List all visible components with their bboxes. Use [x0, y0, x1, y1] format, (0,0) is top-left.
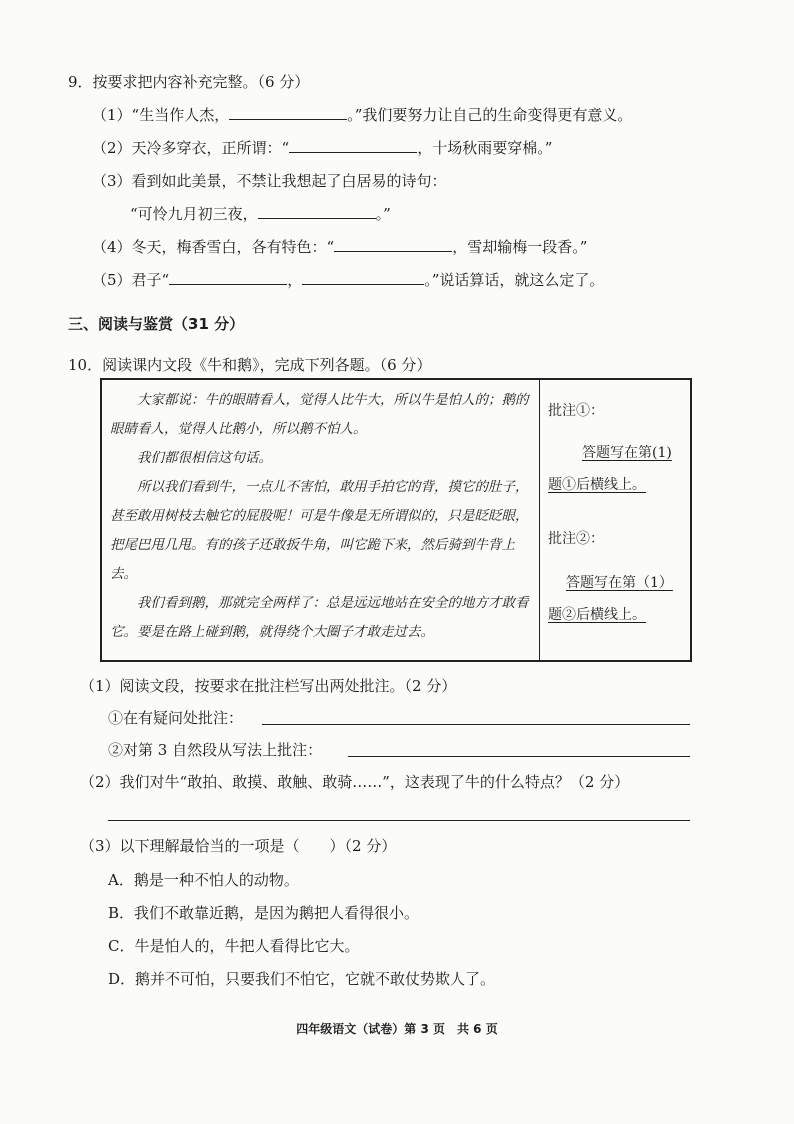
q9-item3-quote-suffix: 。”	[375, 205, 391, 223]
q9-item5-suffix: 。”说话算话，就这么定了。	[424, 271, 605, 289]
q9-item4	[92, 237, 587, 257]
option-d[interactable]: D．鹅并不可怕，只要我们不怕它，它就不敢仗势欺人了。	[108, 970, 496, 988]
q10-sub1-a-answer-line[interactable]	[262, 724, 690, 725]
q9-item5	[92, 270, 604, 290]
q10-sub1-a: ①在有疑问处批注：	[108, 709, 244, 727]
passage-paragraph-3: 所以我们看到牛，一点儿不害怕，敢用手拍它的背，摸它的肚子，甚至敢用树枝去触它的屁股呢！可是牛像是无所谓似的，只是眨眨眼，把尾巴甩几甩。有的孩子还敢扳牛角，叫它跪下来，然后骑到牛背上去。	[110, 479, 529, 582]
option-b[interactable]: B．我们不敢靠近鹅，是因为鹅把人看得很小。	[108, 904, 420, 922]
q9-item3-quote	[130, 204, 391, 224]
q9-item1-prefix: （1）“生当作人杰，	[92, 106, 230, 124]
passage-paragraph-4: 我们看到鹅，那就完全两样了：总是远远地站在安全的地方才敢看它。要是在路上碰到鹅，就得绕个大圈子才敢走过去。	[110, 595, 529, 640]
q10-title: 10．阅读课内文段《牛和鹅》，完成下列各题。（6 分）	[68, 356, 432, 374]
q9-item4-suffix: ，雪却输梅一段香。”	[452, 238, 588, 256]
section-3-title: 三、阅读与鉴赏（31 分）	[68, 315, 245, 333]
passage-paragraph-2: 我们都很相信这句话。	[137, 450, 272, 466]
q9-item3: （3）看到如此美景，不禁让我想起了白居易的诗句：	[92, 172, 447, 190]
q9-item1	[92, 105, 632, 125]
q9-item4-prefix: （4）冬天，梅香雪白，各有特色：“	[92, 238, 335, 256]
annotation-column	[542, 380, 690, 660]
q9-item2	[92, 138, 552, 158]
q10-sub1-b-answer-line[interactable]	[348, 756, 690, 757]
note2-label: 批注②：	[548, 531, 604, 547]
q9-item5-prefix: （5）君子“	[92, 271, 170, 289]
q9-item5-blank-2[interactable]	[302, 270, 424, 285]
q9-item5-comma: ，	[287, 271, 303, 289]
q9-item3-blank[interactable]	[258, 204, 376, 219]
q10-sub1: （1）阅读文段，按要求在批注栏写出两处批注。（2 分）	[80, 677, 457, 695]
q9-item1-blank[interactable]	[229, 105, 347, 120]
passage-table	[100, 378, 692, 662]
note1-instruction-b: 题①后横线上。	[548, 477, 646, 493]
q9-title: 9．按要求把内容补充完整。（6 分）	[68, 73, 310, 91]
note2-instruction-a: 答题写在第（1）	[566, 575, 673, 591]
q10-sub2: （2）我们对牛“敢拍、敢摸、敢触、敢骑……”，这表现了牛的什么特点？（2 分）	[80, 773, 630, 791]
note1-label: 批注①：	[548, 403, 604, 419]
note2-instruction-b: 题②后横线上。	[548, 607, 646, 623]
q9-item2-suffix: ，十场秋雨要穿棉。”	[417, 139, 553, 157]
q9-item2-prefix: （2）天冷多穿衣，正所谓：“	[92, 139, 290, 157]
passage-paragraph-1: 大家都说：牛的眼睛看人，觉得人比牛大，所以牛是怕人的；鹅的眼睛看人，觉得人比鹅小，所以鹅不怕人。	[110, 392, 529, 437]
q9-item2-blank[interactable]	[289, 138, 417, 153]
q9-item3-quote-prefix: “可怜九月初三夜，	[130, 205, 258, 223]
q10-sub1-b: ②对第 3 自然段从写法上批注：	[108, 741, 323, 759]
q10-sub3: （3）以下理解最恰当的一项是（ ）（2 分）	[80, 837, 397, 855]
note1-instruction-a: 答题写在第(1)	[582, 445, 672, 461]
q9-item1-suffix: 。”我们要努力让自己的生命变得更有意义。	[347, 106, 633, 124]
page-footer: 四年级语文（试卷）第 3 页 共 6 页	[296, 1022, 498, 1036]
passage-text	[102, 380, 540, 660]
option-a[interactable]: A．鹅是一种不怕人的动物。	[108, 871, 299, 889]
option-c[interactable]: C．牛是怕人的，牛把人看得比它大。	[108, 937, 360, 955]
q9-item5-blank-1[interactable]	[169, 270, 287, 285]
q10-sub2-answer-line[interactable]	[108, 820, 690, 821]
q9-item4-blank[interactable]	[334, 237, 452, 252]
